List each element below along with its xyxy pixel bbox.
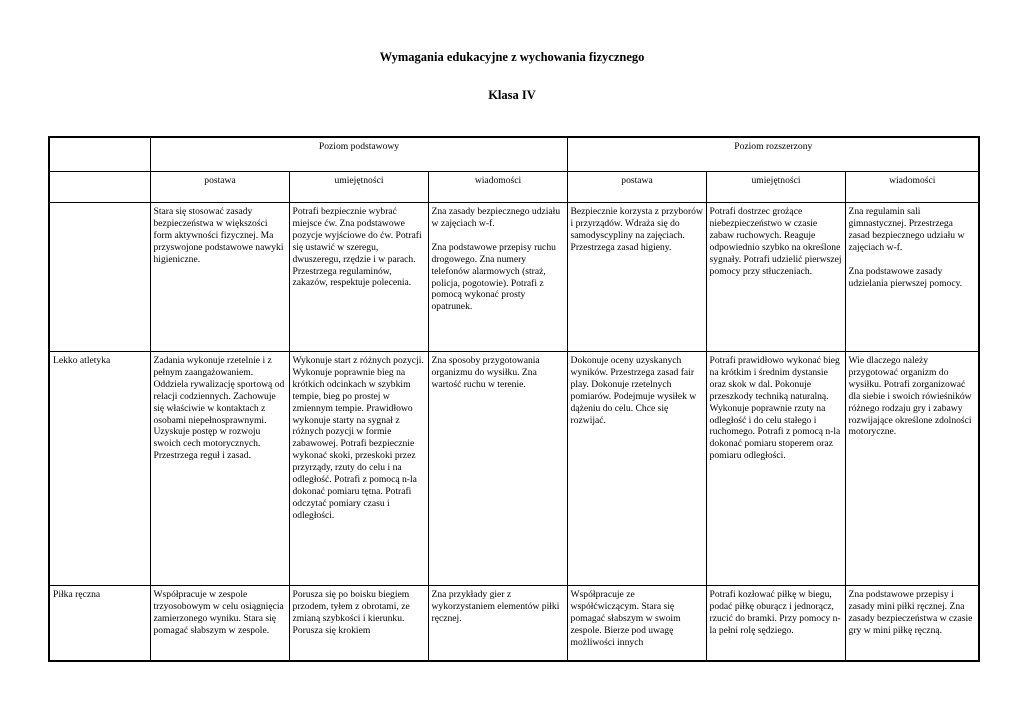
cell-text: Zadania wykonuje rzetelnie i z pełnym zaangażowaniem. Oddziela rywalizację sportową od relacji codziennych. Zachowuje się właściwie w kontaktach z osobami niepełnosprawnymi. Uzyskuje postęp w rozwoju swoich cech motorycznych. Przestrzega reguł i zasad. xyxy=(153,355,285,462)
table-cell xyxy=(845,352,979,586)
table-cell xyxy=(428,352,567,586)
cell-text: Stara się stosować zasady bezpieczeństwa w większości form aktywności fizycznej. Ma przyswojone podstawowe nawyki higieniczne. xyxy=(153,206,284,265)
cell-text: Zna podstawowe przepisy i zasady mini piłki ręcznej. Zna zasady bezpieczeństwa w czasie gry w mini piłkę ręczną. xyxy=(848,589,973,636)
class-label: Klasa IV xyxy=(488,88,536,102)
table-cell xyxy=(567,203,706,352)
requirements-table xyxy=(48,136,980,662)
cell-text: Porusza się po boisku biegiem przodem, tyłem z obrotami, ze zmianą szybkości i kierunku. Porusza się krokiem xyxy=(292,589,410,636)
cell-text: Zna przykłady gier z wykorzystaniem elementów piłki ręcznej. xyxy=(431,589,560,624)
table-cell xyxy=(289,203,428,352)
level-basic-header: Poziom podstawowy xyxy=(150,137,567,172)
column-header: postawa xyxy=(150,172,289,203)
column-header: postawa xyxy=(567,172,706,203)
table-row-lekko-atletyka xyxy=(49,352,979,586)
cell-text: Zna podstawowe przepisy ruchu drogowego. Zna numery telefonów alarmowych (straż, policja, pogotowie). Potrafi z pomocą wykonać prosty opatrunek. xyxy=(431,241,556,313)
column-header: umiejętności xyxy=(289,172,428,203)
table-cell xyxy=(150,203,289,352)
row-label: Piłka ręczna xyxy=(49,586,150,662)
cell-text: Potrafi prawidłowo wykonać bieg na krótkim i średnim dystansie oraz skok w dal. Pokonuje przeszkody techniką naturalną. Wykonuje poprawnie rzuty na odległość i do celu stałego i ruchomego. Potrafi z pomocą n-la dokonać pomiaru stoperem oraz pomiaru odległości. xyxy=(709,355,841,462)
column-header: umiejętności xyxy=(706,172,845,203)
cell-text: Zna podstawowe zasady udzielania pierwszej pomocy. xyxy=(848,265,963,289)
cell-text: Potrafi dostrzec grożące niebezpieczeństwo w czasie zabaw ruchowych. Reaguje odpowiednio szybko na określone sygnały. Potrafi udzielić pierwszej pomocy przy stłuczeniach. xyxy=(709,206,842,277)
table-row-general xyxy=(49,203,979,352)
column-header: wiadomości xyxy=(845,172,979,203)
row-label xyxy=(49,203,150,352)
table-cell xyxy=(706,352,845,586)
table-cell xyxy=(845,203,979,352)
cell-text: Potrafi bezpiecznie wybrać miejsce ćw. Zna podstawowe pozycje wyjściowe do ćw. Potrafi się ustawić w szeregu, dwuszeregu, rzędzie i w parach. Przestrzega regulaminów, zakazów, respektuje polecenia. xyxy=(292,206,422,289)
table-cell xyxy=(567,586,706,662)
column-header-row xyxy=(49,172,979,203)
table-cell xyxy=(567,352,706,586)
cell-text: Zna regulamin sali gimnastycznej. Przestrzega zasad bezpiecznego udziału w zajęciach w-f. xyxy=(848,206,965,253)
cell-text: Dokonuje oceny uzyskanych wyników. Przestrzega zasad fair play. Dokonuje rzetelnych pomiarów. Podejmuje wysiłek w dążeniu do celu. Chce się rozwijać. xyxy=(570,355,697,426)
cell-text: Zna zasady bezpiecznego udziału w zajęciach w-f. xyxy=(431,206,561,229)
table-cell xyxy=(150,352,289,586)
document-title: Wymagania edukacyjne z wychowania fizycznego xyxy=(379,50,645,64)
table-cell xyxy=(706,586,845,662)
table-row-pilka-reczna xyxy=(49,586,979,662)
table-cell xyxy=(289,352,428,586)
table-cell xyxy=(428,586,567,662)
cell-text: Bezpiecznie korzysta z przyborów i przyrządów. Wdraża się do samodyscypliny na zajęciach. Przestrzega zasad higieny. xyxy=(570,206,703,253)
table-cell xyxy=(150,586,289,662)
table-cell xyxy=(428,203,567,352)
column-header: wiadomości xyxy=(428,172,567,203)
level-header-row xyxy=(49,137,979,172)
table-cell xyxy=(706,203,845,352)
level-extended-header: Poziom rozszerzony xyxy=(567,137,979,172)
corner-cell xyxy=(49,137,150,172)
table-cell xyxy=(845,586,979,662)
corner-cell-sub xyxy=(49,172,150,203)
table-cell xyxy=(289,586,428,662)
row-label: Lekko atletyka xyxy=(49,352,150,586)
cell-text: Zna sposoby przygotowania organizmu do wysiłku. Zna wartość ruchu w terenie. xyxy=(431,355,540,390)
cell-text: Wie dlaczego należy przygotować organizm do wysiłku. Potrafi zorganizować dla siebie i swoich rówieśników różnego rodzaju gry i zabawy rozwijające określone zdolności motoryczne. xyxy=(848,355,972,438)
cell-text: Potrafi kozłować piłkę w biegu, podać piłkę oburącz i jednorącz, rzucić do bramki. Przy pomocy n-la pełni rolę sędziego. xyxy=(709,589,841,636)
cell-text: Współpracuje ze współćwiczącym. Stara się pomagać słabszym w swoim zespole. Bierze pod uwagę możliwości innych xyxy=(570,589,681,648)
cell-text: Wykonuje start z różnych pozycji. Wykonuje poprawnie bieg na krótkich odcinkach w szybkim tempie, bieg po prostej w zmiennym tempie. Prawidłowo wykonuje starty na sygnał z różnych pozycji w formie zabawowej. Potrafi bezpiecznie wykonać skoki, przeskoki przez przyrządy, rzuty do celu i na odległość. Potrafi z pomocą n-la dokonać pomiaru tętna. Potrafi odczytać pomiary czasu i odległości. xyxy=(292,355,424,521)
cell-text: Współpracuje w zespole trzyosobowym w celu osiągnięcia zamierzonego wyniku. Stara się pomagać słabszym w zespole. xyxy=(153,589,284,636)
